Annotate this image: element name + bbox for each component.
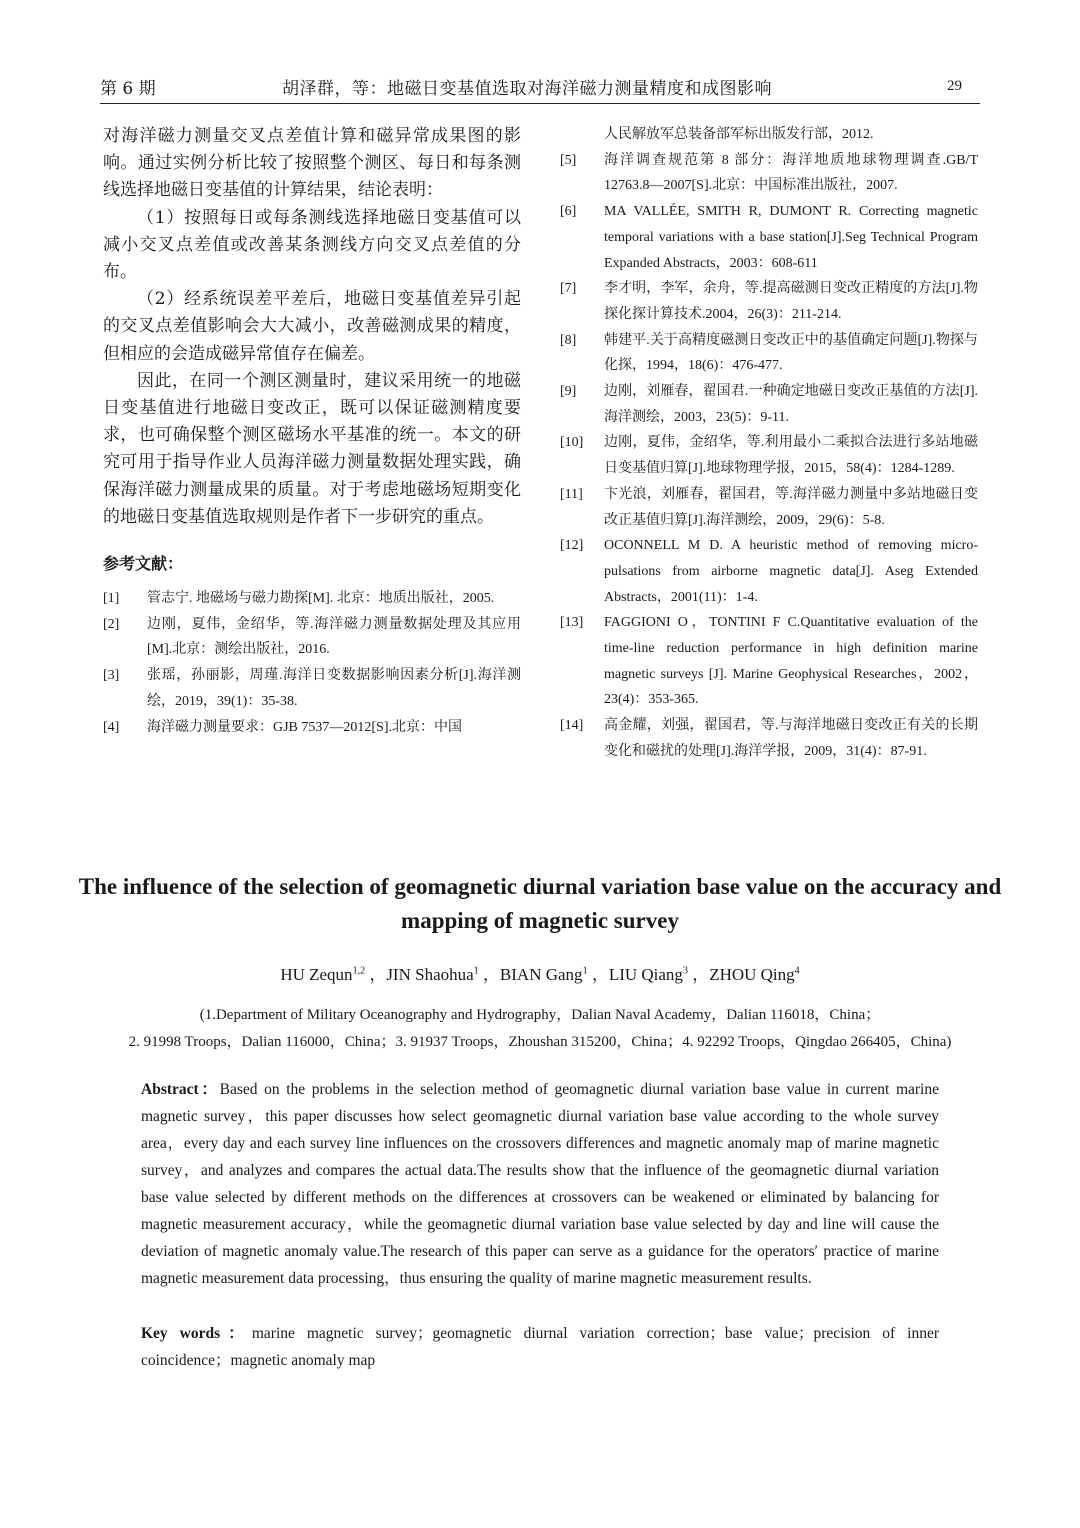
reference-number: [1] (103, 591, 120, 607)
reference-item (560, 713, 978, 764)
reference-item (103, 612, 521, 663)
author-name: BIAN Gang (499, 965, 583, 984)
reference-item (560, 276, 978, 327)
reference-number: [2] (103, 616, 120, 632)
reference-number: [5] (560, 152, 577, 168)
page-header (100, 70, 980, 104)
references-list-right (560, 148, 978, 765)
reference-item (560, 610, 978, 713)
affiliation-line: 2. 91998 Troops，Dalian 116000，China；3. 91937 Troops，Zhoushan 315200，China；4. 92292 Troops，Qingdao 266405，China) (128, 1034, 952, 1050)
author-affiliation-marker: 1 (473, 965, 479, 977)
reference-number: [6] (560, 204, 577, 220)
reference-number: [7] (560, 281, 577, 297)
english-title: The influence of the selection of geomagnetic diurnal variation base value on the accuracy and mapping of magnetic survey (78, 874, 1002, 933)
author-affiliation-marker: 4 (794, 965, 800, 977)
author-name: HU Zequn (280, 965, 353, 984)
left-column (103, 123, 521, 740)
author-name: ZHOU Qing (709, 965, 795, 984)
body-paragraph: （1）按照每日或每条测线选择地磁日变基值可以减小交叉点差值或改善某条测线方向交叉点差值的分布。 (103, 207, 521, 283)
affiliations (60, 1002, 1020, 1056)
author-name: JIN Shaohua (386, 965, 474, 984)
reference-number: [12] (560, 538, 584, 554)
reference-item (560, 328, 978, 379)
reference-text: 高金耀，刘强，翟国君，等.与海洋地磁日变改正有关的长期变化和磁扰的处理[J].海洋学报，2009，31(4)：87-91. (604, 718, 978, 759)
body-paragraph: 对海洋磁力测量交叉点差值计算和磁异常成果图的影响。通过实例分析比较了按照整个测区、每日和每条测线选择地磁日变基值的计算结果，结论表明： (103, 126, 521, 201)
author-list: HU Zequn$^{1,2}$ ，JIN Shaohua$^1$ ，BIAN Gang$^1$ ，LIU Qiang$^3$ ，ZHOU Qing$^4$ (280, 965, 800, 984)
reference-item (560, 148, 978, 199)
body-paragraph: 因此，在同一个测区测量时，建议采用统一的地磁日变基值进行地磁日变改正，既可以保证磁测精度要求，也可确保整个测区磁场水平基准的统一。本文的研究可用于指导作业人员海洋磁力测量数据处理实践，确保海洋磁力测量成果的质量。对于考虑地磁场短期变化的地磁日变基值选取规则是作者下一步研究的重点。 (103, 370, 521, 527)
author-affiliation-marker: 1,2 (352, 965, 366, 977)
reference-item (103, 663, 521, 714)
keywords-label: Key words： (141, 1325, 252, 1342)
references-heading: 参考文献： (103, 554, 184, 574)
reference-item (560, 482, 978, 533)
reference-item (103, 586, 521, 612)
reference-continuation: 人民解放军总装备部军标出版发行部，2012. (604, 127, 874, 142)
reference-text: 李才明，李军，余舟，等.提高磁测日变改正精度的方法[J].物探化探计算技术.2004，26(3)：211-214. (604, 281, 978, 322)
header-rule (100, 103, 980, 104)
abstract-text: Based on the problems in the selection method of geomagnetic diurnal variation base value in current marine magnetic survey，this paper discusses how select geomagnetic diurnal variation base value according to the whole survey area，every day and each survey line influences on the crossovers differences and magnetic anomaly map of marine magnetic survey，and analyzes and compares the actual data.The results show that the influence of the geomagnetic diurnal variation base value selected by different methods on the differences at crossovers can be weakened or eliminated by balancing for magnetic measurement accuracy，while the geomagnetic diurnal variation base value selected by day and line will cause the deviation of magnetic anomaly value.The research of this paper can serve as a guidance for the operators′ practice of marine magnetic measurement data processing，thus ensuring the quality of marine magnetic measurement results. (141, 1081, 939, 1287)
reference-number: [13] (560, 615, 584, 631)
reference-item (560, 379, 978, 430)
references-list-left (103, 586, 521, 740)
right-column (560, 122, 978, 765)
keywords (141, 1320, 939, 1374)
reference-number: [8] (560, 332, 577, 348)
page-number: 29 (947, 78, 962, 94)
reference-number: [9] (560, 384, 577, 400)
reference-number: [3] (103, 668, 120, 684)
reference-item (560, 199, 978, 276)
reference-text: 海洋调查规范第 8 部分：海洋地质地球物理调查.GB/T 12763.8—2007[S].北京：中国标准出版社，2007. (604, 152, 978, 194)
body-paragraph: （2）经系统误差平差后，地磁日变基值差异引起的交叉点差值影响会大大减小，改善磁测成果的精度，但相应的会造成磁异常值存在偏差。 (103, 289, 521, 364)
reference-text: 卞光浪，刘雁春，翟国君，等.海洋磁力测量中多站地磁日变改正基值归算[J].海洋测绘，2009，29(6)：5-8. (604, 486, 978, 528)
reference-text: MA VALLÉE, SMITH R, DUMONT R. Correcting magnetic temporal variations with a base station[J].Seg Technical Program Expanded Abstracts，2003：608-611 (604, 204, 978, 271)
reference-text: 边刚，夏伟，金绍华，等.利用最小二乘拟合法进行多站地磁日变基值归算[J].地球物理学报，2015，58(4)：1284-1289. (604, 435, 978, 477)
reference-item (103, 715, 521, 741)
running-title: 胡泽群，等：地磁日变基值选取对海洋磁力测量精度和成图影响 (282, 79, 772, 99)
reference-text: 边刚，刘雁春，翟国君.一种确定地磁日变改正基值的方法[J].海洋测绘，2003，23(5)：9-11. (604, 384, 978, 425)
author-name: LIU Qiang (608, 965, 683, 984)
reference-number: [11] (560, 486, 583, 502)
reference-text: 韩建平.关于高精度磁测日变改正中的基值确定问题[J].物探与化探，1994，18(6)：476-477. (604, 332, 978, 374)
reference-text: 边刚，夏伟，金绍华，等.海洋磁力测量数据处理及其应用[M].北京：测绘出版社，2016. (147, 616, 521, 658)
reference-text: 海洋磁力测量要求：GJB 7537—2012[S].北京：中国 (147, 719, 463, 735)
abstract-label: Abstract： (141, 1081, 220, 1098)
reference-item (560, 430, 978, 481)
reference-text: 管志宁. 地磁场与磁力勘探[M]. 北京：地质出版社，2005. (147, 591, 495, 607)
keywords-text: marine magnetic survey；geomagnetic diurnal variation correction；base value；precision of inner coincidence；magnetic anomaly map (141, 1325, 939, 1369)
reference-text: FAGGIONI O，TONTINI F C.Quantitative evaluation of the time-line reduction performance in high definition marine magnetic surveys [J]. Marine Geophysical Researches，2002，23(4)：353-365. (604, 615, 978, 708)
reference-text: 张瑶，孙丽影，周瑾.海洋日变数据影响因素分析[J].海洋测绘，2019，39(1)：35-38. (147, 668, 521, 709)
reference-number: [10] (560, 435, 584, 451)
reference-number: [14] (560, 718, 584, 734)
author-affiliation-marker: 1 (582, 965, 588, 977)
reference-number: [4] (103, 719, 120, 735)
affiliation-line: (1.Department of Military Oceanography and Hydrography，Dalian Naval Academy，Dalian 116018，China； (199, 1007, 881, 1023)
abstract (141, 1076, 939, 1292)
reference-text: OCONNELL M D. A heuristic method of removing micro-pulsations from airborne magnetic data[J]. Aseg Extended Abstracts，2001(11)：1-4. (604, 538, 978, 605)
reference-item (560, 533, 978, 610)
author-affiliation-marker: 3 (682, 965, 688, 977)
issue-label: 第 6 期 (100, 79, 156, 99)
